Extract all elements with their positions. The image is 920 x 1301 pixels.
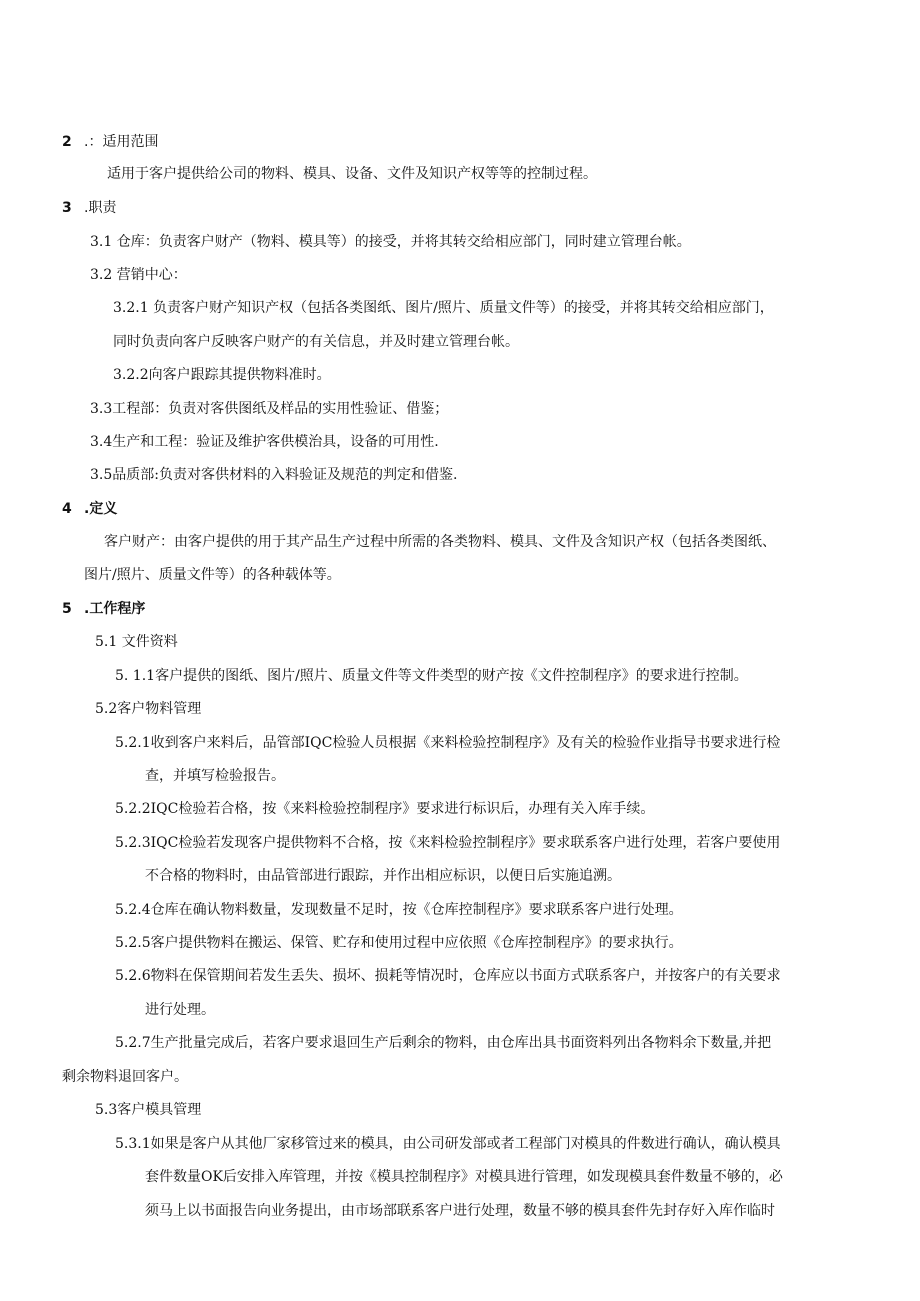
section-4-body-line2: 图片/照片、质量文件等）的各种载体等。 bbox=[84, 567, 341, 583]
item-3-3: 3.3工程部：负责对客供图纸及样品的实用性验证、借鉴； bbox=[90, 401, 449, 417]
item-3-2-1-line2: 同时负责向客户反映客户财产的有关信息，并及时建立管理台帐。 bbox=[113, 334, 519, 350]
item-5-2-7-line2: 剩余物料退回客户。 bbox=[62, 1069, 188, 1085]
section-5-number: 5 bbox=[62, 601, 72, 617]
item-3-2-1-line1: 3.2.1 负责客户财产知识产权（包括各类图纸、图片/照片、质量文件等）的接受，并将其转交给相应部门， bbox=[113, 300, 774, 316]
item-5-2-7-line1: 5.2.7生产批量完成后，若客户要求退回生产后剩余的物料，由仓库出具书面资料列出各物料余下数量,并把 bbox=[115, 1035, 772, 1051]
item-5-3-1-line2: 套件数量OK后安排入库管理，并按《模具控制程序》对模具进行管理，如发现模具套件数量不够的，必 bbox=[145, 1169, 783, 1185]
section-2-body: 适用于客户提供给公司的物料、模具、设备、文件及知识产权等等的控制过程。 bbox=[107, 166, 597, 182]
item-5-2-1-line2: 查，并填写检验报告。 bbox=[145, 768, 285, 784]
section-2-title: .：适用范围 bbox=[84, 134, 159, 150]
item-5-2-2: 5.2.2IQC检验若合格，按《来料检验控制程序》要求进行标识后，办理有关入库手续。 bbox=[115, 801, 655, 817]
item-5-2: 5.2客户物料管理 bbox=[95, 701, 202, 717]
item-5-2-3-line2: 不合格的物料时，由品管部进行跟踪，并作出相应标识，以便日后实施追溯。 bbox=[145, 868, 621, 884]
item-5-1-1: 5. 1.1客户提供的图纸、图片/照片、质量文件等文件类型的财产按《文件控制程序》的要求进行控制。 bbox=[115, 668, 748, 684]
item-5-2-6-line2: 进行处理。 bbox=[145, 1002, 215, 1018]
item-5-1: 5.1 文件资料 bbox=[95, 634, 178, 650]
section-3-number: 3 bbox=[62, 200, 72, 216]
section-4-title: .定义 bbox=[84, 501, 118, 517]
section-4-body-line1: 客户财产：由客户提供的用于其产品生产过程中所需的各类物料、模具、文件及含知识产权（包括各类图纸、 bbox=[104, 534, 776, 550]
item-3-5: 3.5品质部:负责对客供材料的入料验证及规范的判定和借鉴. bbox=[90, 467, 458, 483]
item-5-2-1-line1: 5.2.1收到客户来料后，品管部IQC检验人员根据《来料检验控制程序》及有关的检验作业指导书要求进行检 bbox=[115, 735, 781, 751]
item-3-4: 3.4生产和工程：验证及维护客供模治具，设备的可用性. bbox=[90, 434, 439, 450]
section-5-heading bbox=[62, 600, 145, 618]
item-3-1: 3.1 仓库：负责客户财产（物料、模具等）的接受，并将其转交给相应部门，同时建立管理台帐。 bbox=[90, 234, 691, 250]
item-5-3-1-line3: 须马上以书面报告向业务提出，由市场部联系客户进行处理，数量不够的模具套件先封存好入库作临时 bbox=[145, 1203, 775, 1219]
item-3-2: 3.2 营销中心： bbox=[90, 267, 187, 283]
section-3-heading bbox=[62, 199, 116, 217]
section-4-number: 4 bbox=[62, 501, 72, 517]
section-3-title: .职责 bbox=[84, 200, 117, 216]
item-3-2-2: 3.2.2向客户跟踪其提供物料准时。 bbox=[113, 367, 331, 383]
item-5-3-1-line1: 5.3.1如果是客户从其他厂家移管过来的模具，由公司研发部或者工程部门对模具的件数进行确认，确认模具 bbox=[115, 1136, 781, 1152]
item-5-3: 5.3客户模具管理 bbox=[95, 1102, 202, 1118]
item-5-2-3-line1: 5.2.3IQC检验若发现客户提供物料不合格，按《来料检验控制程序》要求联系客户进行处理，若客户要使用 bbox=[115, 835, 781, 851]
item-5-2-4: 5.2.4仓库在确认物料数量，发现数量不足时，按《仓库控制程序》要求联系客户进行处理。 bbox=[115, 902, 683, 918]
section-2-number: 2 bbox=[62, 134, 72, 150]
item-5-2-5: 5.2.5客户提供物料在搬运、保管、贮存和使用过程中应依照《仓库控制程序》的要求执行。 bbox=[115, 935, 683, 951]
section-2-heading bbox=[62, 133, 158, 151]
section-5-title: .工作程序 bbox=[84, 601, 146, 617]
item-5-2-6-line1: 5.2.6物料在保管期间若发生丢失、损坏、损耗等情况时，仓库应以书面方式联系客户，并按客户的有关要求 bbox=[115, 968, 781, 984]
section-4-heading bbox=[62, 500, 117, 518]
